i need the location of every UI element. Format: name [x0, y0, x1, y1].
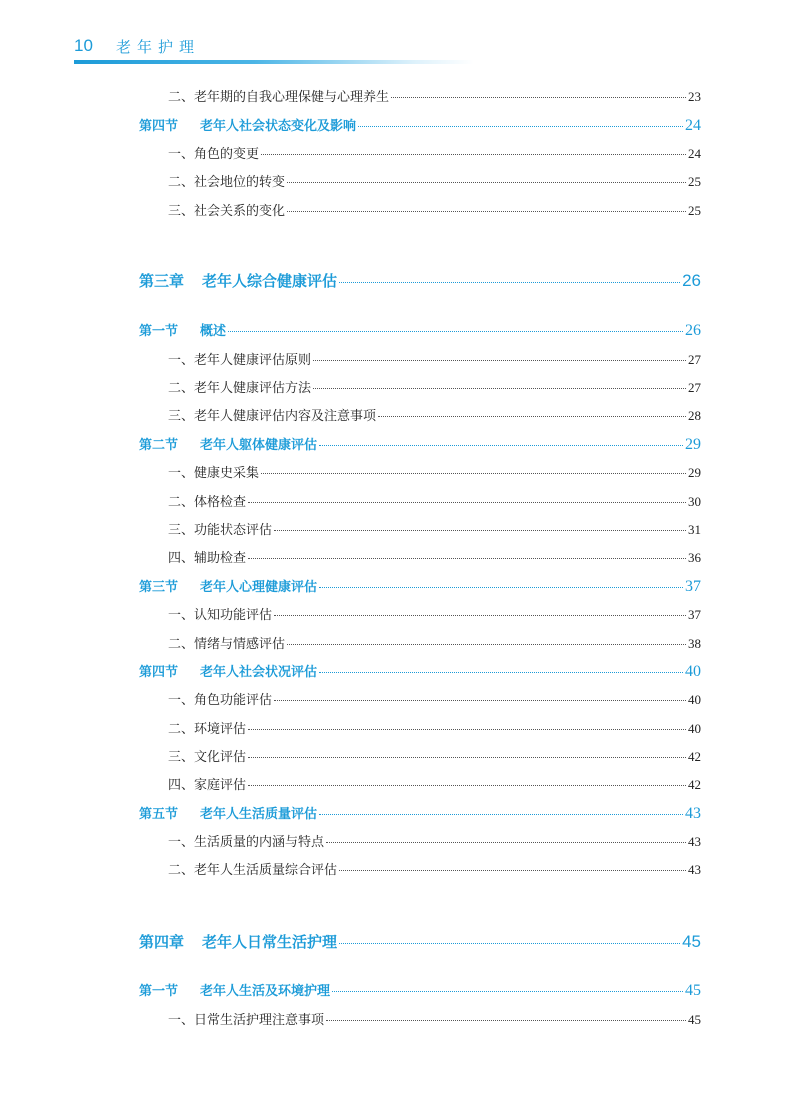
toc-item[interactable]	[168, 519, 701, 538]
page-number: 10	[74, 36, 93, 55]
page-ref: 26	[682, 271, 701, 290]
toc-item[interactable]	[168, 462, 701, 481]
toc-item-label: 三、功能状态评估	[168, 523, 273, 538]
page-ref: 30	[688, 494, 701, 509]
section-number: 第五节	[139, 807, 179, 822]
section-number: 第一节	[139, 324, 179, 339]
toc-item-label: 一、生活质量的内涵与特点	[168, 835, 325, 850]
dot-leader	[319, 672, 683, 673]
chapter-heading	[139, 270, 337, 291]
page-header	[74, 34, 474, 64]
dot-leader	[391, 97, 686, 98]
dot-leader	[378, 416, 686, 417]
dot-leader	[319, 587, 683, 588]
toc-item[interactable]	[168, 547, 701, 566]
section-title: 老年人躯体健康评估	[200, 438, 318, 453]
section-heading	[139, 434, 317, 453]
page-ref: 45	[688, 1012, 701, 1027]
section-heading	[139, 980, 330, 999]
dot-leader	[274, 700, 686, 701]
toc-section[interactable]	[139, 661, 701, 681]
page-ref: 38	[688, 636, 701, 651]
toc-item[interactable]	[168, 377, 701, 396]
page-ref: 37	[685, 578, 701, 595]
dot-leader	[339, 943, 680, 944]
book-title: 老年护理	[116, 38, 201, 56]
section-number: 第三节	[139, 580, 179, 595]
page-ref: 36	[688, 550, 701, 565]
dot-leader	[358, 126, 683, 127]
dot-leader	[261, 154, 686, 155]
dot-leader	[319, 445, 683, 446]
section-number: 第二节	[139, 438, 179, 453]
page-ref: 25	[688, 203, 701, 218]
chapter-number: 第四章	[139, 933, 185, 951]
toc-item[interactable]	[168, 604, 701, 623]
dot-leader	[274, 615, 686, 616]
toc-item-label: 二、社会地位的转变	[168, 175, 286, 190]
section-number: 第四节	[139, 119, 179, 134]
toc-item[interactable]	[168, 86, 701, 105]
toc-item-label: 二、体格检查	[168, 495, 247, 510]
toc-item[interactable]	[168, 831, 701, 850]
page-ref: 43	[685, 805, 701, 822]
toc-item-label: 二、老年人生活质量综合评估	[168, 863, 338, 878]
toc-item-label: 二、环境评估	[168, 722, 247, 737]
toc-item-label: 四、辅助检查	[168, 551, 247, 566]
toc-item[interactable]	[168, 405, 701, 424]
section-heading	[139, 115, 356, 134]
toc-section[interactable]	[139, 115, 701, 135]
section-title: 老年人生活及环境护理	[200, 984, 331, 999]
section-title: 老年人心理健康评估	[200, 580, 318, 595]
dot-leader	[248, 558, 686, 559]
toc-item[interactable]	[168, 171, 701, 190]
toc-item-label: 三、文化评估	[168, 750, 247, 765]
dot-leader	[287, 644, 686, 645]
dot-leader	[248, 729, 686, 730]
toc-item-label: 二、老年人健康评估方法	[168, 381, 312, 396]
page-ref: 24	[685, 117, 701, 134]
dot-leader	[287, 182, 686, 183]
toc-item[interactable]	[168, 491, 701, 510]
toc-item-label: 二、老年期的自我心理保健与心理养生	[168, 90, 390, 105]
toc-item-label: 一、认知功能评估	[168, 608, 273, 623]
dot-leader	[339, 282, 680, 283]
toc-section[interactable]	[139, 576, 701, 596]
dot-leader	[248, 757, 686, 758]
chapter-title: 老年人日常生活护理	[202, 933, 338, 951]
toc-item[interactable]	[168, 200, 701, 219]
page-ref: 28	[688, 408, 701, 423]
toc-chapter[interactable]	[139, 931, 701, 952]
page-ref: 43	[688, 834, 701, 849]
page-ref: 29	[688, 465, 701, 480]
chapter-title: 老年人综合健康评估	[202, 272, 338, 290]
section-number: 第四节	[139, 665, 179, 680]
toc-item-label: 一、日常生活护理注意事项	[168, 1013, 325, 1028]
toc-item-label: 一、角色功能评估	[168, 693, 273, 708]
dot-leader	[339, 870, 686, 871]
toc-item-label: 一、健康史采集	[168, 466, 260, 481]
page-ref: 43	[688, 862, 701, 877]
toc-item[interactable]	[168, 143, 701, 162]
page-ref: 23	[688, 89, 701, 104]
toc-item-label: 四、家庭评估	[168, 778, 247, 793]
dot-leader	[274, 530, 686, 531]
toc-section[interactable]	[139, 320, 701, 340]
page-ref: 29	[685, 436, 701, 453]
page-ref: 31	[688, 522, 701, 537]
page-ref: 45	[685, 982, 701, 999]
section-heading	[139, 320, 226, 339]
toc-item-label: 一、角色的变更	[168, 147, 260, 162]
dot-leader	[313, 388, 686, 389]
section-title: 老年人社会状态变化及影响	[200, 119, 357, 134]
section-number: 第一节	[139, 984, 179, 999]
toc-item-label: 一、老年人健康评估原则	[168, 353, 312, 368]
section-heading	[139, 803, 317, 822]
dot-leader	[326, 842, 686, 843]
toc-item[interactable]	[168, 633, 701, 652]
page-ref: 27	[688, 352, 701, 367]
chapter-heading	[139, 931, 337, 952]
toc-item[interactable]	[168, 774, 701, 793]
page-ref: 45	[682, 932, 701, 951]
page-ref: 42	[688, 777, 701, 792]
toc-item[interactable]	[168, 689, 701, 708]
toc-section[interactable]	[139, 434, 701, 454]
toc-chapter[interactable]	[139, 270, 701, 291]
dot-leader	[326, 1020, 686, 1021]
section-title: 老年人社会状况评估	[200, 665, 318, 680]
section-title: 老年人生活质量评估	[200, 807, 318, 822]
section-heading	[139, 576, 317, 595]
page-ref: 26	[685, 322, 701, 339]
toc-section[interactable]	[139, 980, 701, 1000]
toc-item[interactable]	[168, 349, 701, 368]
toc-item[interactable]	[168, 1009, 701, 1028]
header-rule	[74, 60, 474, 64]
dot-leader	[248, 785, 686, 786]
page-ref: 40	[688, 692, 701, 707]
dot-leader	[228, 331, 683, 332]
toc-section[interactable]	[139, 803, 701, 823]
page-ref: 37	[688, 607, 701, 622]
dot-leader	[287, 211, 686, 212]
dot-leader	[319, 814, 683, 815]
chapter-number: 第三章	[139, 272, 185, 290]
toc-item[interactable]	[168, 746, 701, 765]
page-ref: 27	[688, 380, 701, 395]
toc-item-label: 三、老年人健康评估内容及注意事项	[168, 409, 377, 424]
page-ref: 25	[688, 174, 701, 189]
toc-item[interactable]	[168, 859, 701, 878]
toc-item-label: 三、社会关系的变化	[168, 204, 286, 219]
page-ref: 40	[685, 663, 701, 680]
toc-item-label: 二、情绪与情感评估	[168, 637, 286, 652]
dot-leader	[248, 502, 686, 503]
dot-leader	[332, 991, 683, 992]
dot-leader	[313, 360, 686, 361]
page-ref: 24	[688, 146, 701, 161]
dot-leader	[261, 473, 686, 474]
page-ref: 40	[688, 721, 701, 736]
toc-item[interactable]	[168, 718, 701, 737]
section-heading	[139, 661, 317, 680]
page-ref: 42	[688, 749, 701, 764]
section-title: 概述	[200, 324, 227, 339]
